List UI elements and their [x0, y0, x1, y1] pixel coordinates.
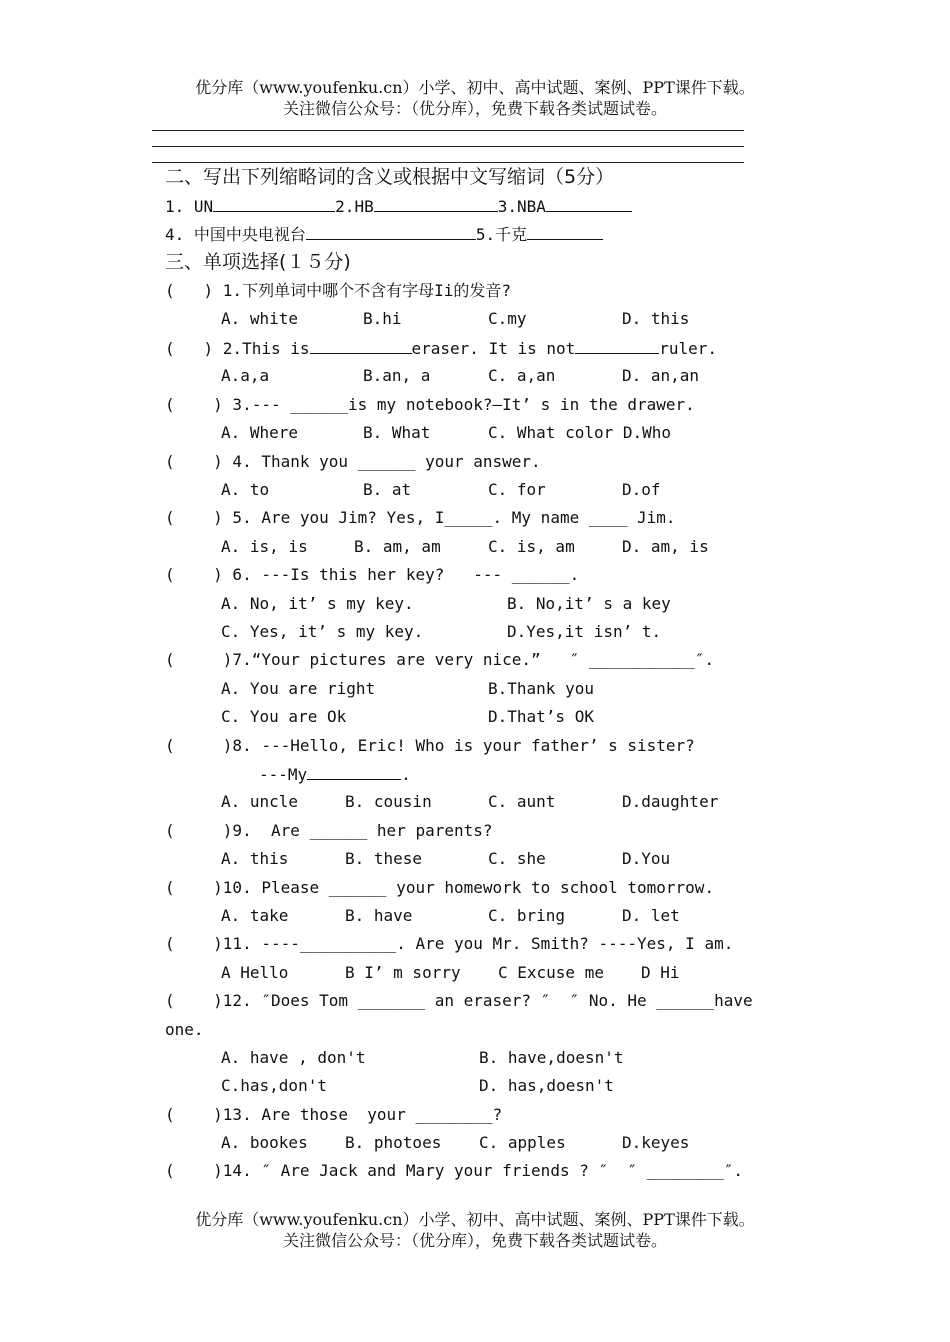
section3-title: 三、单项选择(１５分) [165, 251, 351, 273]
question-7: ( )7.“Your pictures are very nice.” ″ ___________″. [165, 650, 715, 669]
question-5: ( ) 5. Are you Jim? Yes, I_____. My name ____ Jim. [165, 508, 676, 527]
footer-line-2: 关注微信公众号：（优分库），免费下载各类试题试卷。 [282, 1231, 667, 1250]
question-8: ( )8. ---Hello, Eric! Who is your father’ s sister? [165, 736, 695, 755]
q7-option-c: C. You are Ok [221, 707, 347, 726]
q6-option-a: A. No, it’ s my key. [221, 594, 414, 613]
q11-option-c: C Excuse me [498, 963, 604, 982]
question-14: ( )14. ″ Are Jack and Mary your friends ? ″ ″ ________″. [165, 1161, 743, 1180]
question-2: ( ) 2.This is eraser. It is not ruler. [165, 339, 718, 358]
q9-option-a: A. this [221, 849, 289, 868]
q3-option-b: B. What [363, 423, 431, 442]
abbr-row-2: 4. 中国中央电视台 5.千克 [165, 223, 603, 246]
q4-option-b: B. at [363, 480, 412, 499]
section2-title: 二、写出下列缩略词的含义或根据中文写缩词（5分） [165, 166, 615, 188]
q10-option-d: D. let [622, 906, 680, 925]
q12-option-c: C.has,don't [221, 1076, 327, 1095]
q8-option-a: A. uncle [221, 792, 299, 811]
q5-option-d: D. am, is [622, 537, 709, 556]
q3-option-a: A. Where [221, 423, 299, 442]
question-3: ( ) 3.--- ______is my notebook?—It’ s in the drawer. [165, 395, 695, 414]
q10-option-c: C. bring [488, 906, 566, 925]
q4-option-c: C. for [488, 480, 546, 499]
question-10: ( )10. Please ______ your homework to school tomorrow. [165, 878, 715, 897]
q2-option-a: A.a,a [221, 366, 270, 385]
q1-option-b: B.hi [363, 309, 402, 328]
q5-option-c: C. is, am [488, 537, 575, 556]
q11-option-a: A Hello [221, 963, 289, 982]
q1-option-a: A. white [221, 309, 299, 328]
q5-option-b: B. am, am [354, 537, 441, 556]
question-13: ( )13. Are those your ________? [165, 1105, 503, 1124]
divider [152, 130, 744, 131]
q9-option-c: C. she [488, 849, 546, 868]
question-9: ( )9. Are ______ her parents? [165, 821, 493, 840]
q4-option-d: D.of [622, 480, 661, 499]
q6-option-b: B. No,it’ s a key [507, 594, 671, 613]
q3-option-c: C. What color D.Who [488, 423, 672, 442]
question-1: ( ) 1.下列单词中哪个不含有字母Ii的发音? [165, 281, 511, 300]
q13-option-a: A. bookes [221, 1133, 308, 1152]
question-4: ( ) 4. Thank you ______ your answer. [165, 452, 541, 471]
q6-option-c: C. Yes, it’ s my key. [221, 622, 424, 641]
q11-option-b: B I’ m sorry [345, 963, 461, 982]
q8-blank-line: ---My . [259, 765, 411, 784]
q7-option-d: D.That’s OK [488, 707, 594, 726]
q9-option-d: D.You [622, 849, 671, 868]
q10-option-a: A. take [221, 906, 289, 925]
q9-option-b: B. these [345, 849, 423, 868]
q8-option-c: C. aunt [488, 792, 556, 811]
q12-option-a: A. have , don't [221, 1048, 366, 1067]
divider [152, 162, 744, 163]
q12-option-b: B. have,doesn't [479, 1048, 624, 1067]
q11-option-d: D Hi [641, 963, 680, 982]
question-12: ( )12. ″Does Tom _______ an eraser? ″ ″ No. He ______have [165, 991, 753, 1010]
abbr-row-1: 1. UN 2.HB 3.NBA [165, 195, 632, 218]
q8-option-d: D.daughter [622, 792, 719, 811]
header-line-1: 优分库（www.youfenku.cn）小学、初中、高中试题、案例、PPT课件下载。 [195, 78, 755, 97]
q12-option-d: D. has,doesn't [479, 1076, 614, 1095]
q7-option-b: B.Thank you [488, 679, 594, 698]
question-11: ( )11. ----__________. Are you Mr. Smith? ----Yes, I am. [165, 934, 734, 953]
q2-option-c: C. a,an [488, 366, 556, 385]
footer-line-1: 优分库（www.youfenku.cn）小学、初中、高中试题、案例、PPT课件下载。 [195, 1210, 755, 1229]
q13-option-d: D.keyes [622, 1133, 690, 1152]
q1-option-c: C.my [488, 309, 527, 328]
q13-option-b: B. photoes [345, 1133, 442, 1152]
q2-option-d: D. an,an [622, 366, 700, 385]
question-6: ( ) 6. ---Is this her key? --- ______. [165, 565, 580, 584]
q13-option-c: C. apples [479, 1133, 566, 1152]
q6-option-d: D.Yes,it isn’ t. [507, 622, 662, 641]
q5-option-a: A. is, is [221, 537, 308, 556]
question-12-continued: one. [165, 1020, 204, 1039]
q10-option-b: B. have [345, 906, 413, 925]
header-line-2: 关注微信公众号：（优分库），免费下载各类试题试卷。 [282, 99, 667, 118]
q8-option-b: B. cousin [345, 792, 432, 811]
q1-option-d: D. this [622, 309, 690, 328]
q4-option-a: A. to [221, 480, 270, 499]
q2-option-b: B.an, a [363, 366, 431, 385]
q7-option-a: A. You are right [221, 679, 376, 698]
divider [152, 146, 744, 147]
